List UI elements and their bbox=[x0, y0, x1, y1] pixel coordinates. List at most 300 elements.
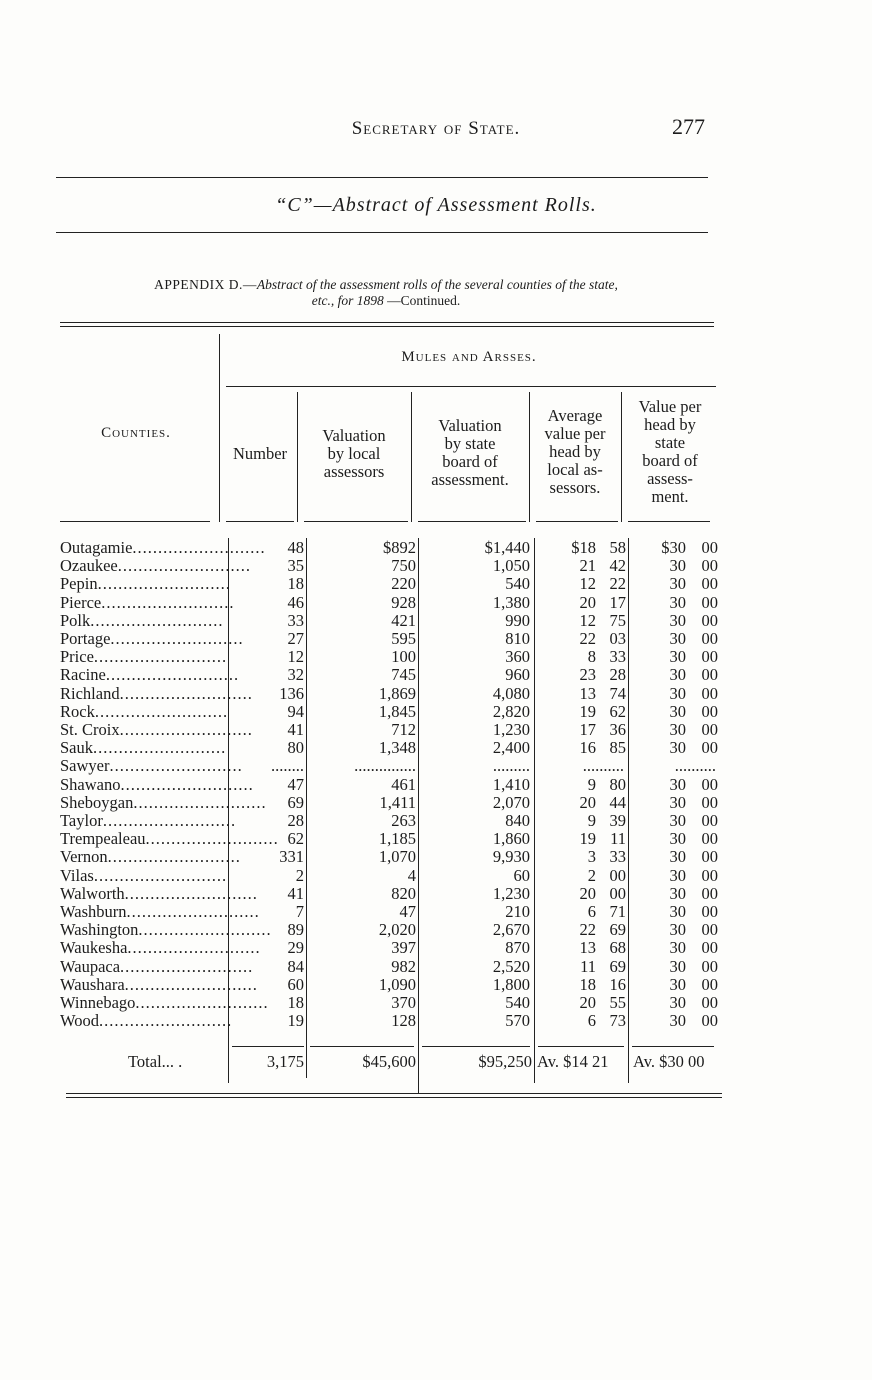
leader-dots: .......................... bbox=[97, 574, 231, 594]
table-row bbox=[0, 830, 872, 848]
leader-dots: .......................... bbox=[107, 847, 241, 867]
county-name bbox=[60, 956, 254, 976]
county-name bbox=[60, 774, 254, 794]
leader-dots: .......................... bbox=[124, 974, 258, 994]
cell-head-dollars: 30 bbox=[669, 938, 686, 958]
cell-valuation-state: 2,820 bbox=[492, 701, 530, 721]
cell-number: 69 bbox=[287, 792, 304, 812]
table-row bbox=[0, 594, 872, 612]
cell-average-dollars: 12 bbox=[579, 610, 596, 630]
cell-average-dollars: $18 bbox=[571, 538, 596, 557]
cell-valuation-local: 1,070 bbox=[378, 847, 416, 867]
county-name bbox=[60, 829, 279, 849]
leader-dots: .......................... bbox=[93, 738, 227, 758]
cell-average-cents: 58 bbox=[609, 538, 626, 557]
cell-average-cents: 55 bbox=[609, 993, 626, 1012]
header-bottom-rule bbox=[60, 521, 210, 522]
cell-head-cents: 00 bbox=[701, 683, 718, 703]
cell-head-dollars: 30 bbox=[669, 701, 686, 721]
cell-head-dollars: 30 bbox=[669, 811, 686, 830]
cell-average-dollars: 20 bbox=[579, 883, 596, 903]
table-row bbox=[0, 721, 872, 739]
cell-number: 27 bbox=[287, 629, 304, 648]
cell-number: 2 bbox=[295, 865, 304, 885]
total-valuation-state: $95,250 bbox=[478, 1052, 532, 1071]
header-line: assessors bbox=[323, 462, 385, 481]
cell-head-cents: 00 bbox=[701, 665, 718, 685]
total-row bbox=[0, 1052, 872, 1072]
col-header-valuation-state bbox=[412, 417, 528, 489]
county-label: Richland bbox=[60, 683, 120, 703]
table-row bbox=[0, 648, 872, 666]
leader-dots: .......................... bbox=[126, 902, 260, 921]
cell-head-dollars: 30 bbox=[669, 720, 686, 739]
cell-valuation-local: 1,411 bbox=[379, 792, 416, 812]
county-label: Waukesha bbox=[60, 938, 128, 958]
county-name bbox=[60, 756, 243, 776]
county-name bbox=[60, 665, 240, 685]
cell-average-dollars: 16 bbox=[579, 738, 596, 758]
col-header-average-local bbox=[530, 407, 620, 497]
cell-average-dollars: 18 bbox=[579, 974, 596, 994]
cell-average-dollars: 23 bbox=[579, 665, 596, 685]
cell-head-cents: 00 bbox=[701, 647, 718, 667]
county-label: Sauk bbox=[60, 738, 93, 758]
cell-number: 46 bbox=[287, 592, 304, 612]
cell-average-cents: 22 bbox=[609, 574, 626, 594]
table-row bbox=[0, 848, 872, 866]
cell-average-dollars: 11 bbox=[580, 956, 596, 976]
cell-head-cents: 00 bbox=[701, 1011, 718, 1031]
total-label-text: Total... bbox=[128, 1052, 175, 1071]
county-label: Pepin bbox=[60, 574, 98, 594]
cell-number: 18 bbox=[287, 993, 304, 1012]
table-row bbox=[0, 685, 872, 703]
table-row bbox=[0, 794, 872, 812]
cell-head-cents: 00 bbox=[701, 720, 718, 739]
leader-dots: .......................... bbox=[109, 756, 243, 776]
table-bottom-rule-2 bbox=[66, 1097, 722, 1098]
cell-head-cents: 00 bbox=[701, 883, 718, 903]
cell-valuation-local: 397 bbox=[391, 938, 416, 958]
cell-average-dollars: 22 bbox=[579, 920, 596, 940]
cell-valuation-state: $1,440 bbox=[484, 538, 530, 557]
cell-head-cents: 00 bbox=[701, 792, 718, 812]
cell-average-cents: 68 bbox=[609, 938, 626, 958]
cell-average-dollars: 13 bbox=[579, 938, 596, 958]
total-rule bbox=[632, 1046, 714, 1047]
cell-valuation-local: 421 bbox=[391, 610, 416, 630]
leader-dots: .......................... bbox=[99, 1011, 233, 1031]
table-row bbox=[0, 757, 872, 775]
cell-valuation-local: 1,185 bbox=[378, 829, 416, 849]
cell-head-cents: 00 bbox=[701, 574, 718, 594]
cell-valuation-local: 461 bbox=[391, 774, 416, 794]
cell-head-cents: 00 bbox=[701, 993, 718, 1012]
cell-average-cents: 00 bbox=[609, 865, 626, 885]
header-divider-counties bbox=[219, 334, 220, 522]
leader-dots: .......................... bbox=[127, 938, 261, 958]
appendix-text-2: etc., for 1898 bbox=[311, 293, 384, 308]
leader-dots: .......................... bbox=[138, 920, 272, 940]
county-name bbox=[60, 938, 261, 958]
cell-head-cents: 00 bbox=[701, 610, 718, 630]
cell-head-dollars: 30 bbox=[669, 883, 686, 903]
header-line: sessors. bbox=[549, 478, 601, 497]
header-line: state bbox=[654, 433, 686, 452]
cell-head-dollars: 30 bbox=[669, 920, 686, 940]
leader-dots: .......................... bbox=[120, 774, 254, 794]
county-name bbox=[60, 1011, 233, 1031]
cell-head-cents: 00 bbox=[701, 774, 718, 794]
cell-head-cents: 00 bbox=[701, 847, 718, 867]
cell-average-cents: 44 bbox=[609, 792, 626, 812]
county-label: Rock bbox=[60, 701, 95, 721]
cell-head-dollars: 30 bbox=[669, 902, 686, 921]
cell-average-cents: 42 bbox=[609, 556, 626, 576]
cell-valuation-local: ............... bbox=[354, 756, 416, 776]
leader-dots: .......................... bbox=[101, 592, 235, 612]
county-label: Polk bbox=[60, 610, 91, 630]
header-bottom-rule bbox=[536, 521, 618, 522]
leader-dots: .......................... bbox=[133, 792, 267, 812]
cell-number: 19 bbox=[287, 1011, 304, 1031]
cell-head-cents: 00 bbox=[701, 974, 718, 994]
cell-valuation-local: 1,869 bbox=[378, 683, 416, 703]
cell-average-dollars: 22 bbox=[579, 629, 596, 648]
section-title: “C”—Abstract of Assessment Rolls. bbox=[275, 194, 597, 216]
header-bottom-rule bbox=[304, 521, 408, 522]
cell-head-cents: 00 bbox=[701, 811, 718, 830]
cell-valuation-state: 210 bbox=[505, 902, 530, 921]
cell-head-cents: 00 bbox=[701, 829, 718, 849]
cell-average-cents: 80 bbox=[609, 774, 626, 794]
total-rule bbox=[310, 1046, 414, 1047]
cell-valuation-state: 9,930 bbox=[492, 847, 530, 867]
cell-head-dollars: 30 bbox=[669, 556, 686, 576]
county-label: Waushara bbox=[60, 974, 125, 994]
total-number: 3,175 bbox=[266, 1052, 304, 1071]
table-row bbox=[0, 939, 872, 957]
cell-number: 80 bbox=[287, 738, 304, 758]
cell-valuation-state: 1,380 bbox=[492, 592, 530, 612]
cell-valuation-state: 1,230 bbox=[492, 883, 530, 903]
cell-valuation-local: 750 bbox=[391, 556, 416, 576]
cell-valuation-local: 220 bbox=[391, 574, 416, 594]
col-header-value-state bbox=[622, 398, 718, 506]
running-header: Secretary of State. bbox=[351, 118, 521, 139]
appendix-lead: APPENDIX D.— bbox=[154, 277, 257, 292]
cell-head-dollars: 30 bbox=[669, 647, 686, 667]
county-name bbox=[60, 993, 269, 1012]
cell-head-cents: 00 bbox=[701, 956, 718, 976]
cell-average-cents: 03 bbox=[609, 629, 626, 648]
header-line: local as- bbox=[547, 460, 603, 479]
cell-valuation-local: 1,090 bbox=[378, 974, 416, 994]
leader-dots: .......................... bbox=[102, 811, 237, 830]
county-label: Vernon bbox=[60, 847, 108, 867]
cell-head-dollars: 30 bbox=[669, 774, 686, 794]
cell-head-dollars: 30 bbox=[669, 829, 686, 849]
county-label: Price bbox=[60, 647, 94, 667]
header-line: head by bbox=[549, 442, 601, 461]
table-row bbox=[0, 812, 872, 830]
county-label: Ozaukee bbox=[60, 556, 118, 576]
table-row bbox=[0, 557, 872, 575]
county-label: Shawano bbox=[60, 774, 121, 794]
header-line: head by bbox=[644, 415, 696, 434]
cell-head-cents: 00 bbox=[701, 538, 718, 557]
header-bottom-rule bbox=[628, 521, 710, 522]
cell-average-dollars: 20 bbox=[579, 993, 596, 1012]
cell-number: 136 bbox=[279, 683, 304, 703]
county-label: Walworth bbox=[60, 883, 125, 903]
cell-number: 331 bbox=[279, 847, 304, 867]
cell-valuation-state: 2,400 bbox=[492, 738, 530, 758]
cell-valuation-state: ......... bbox=[492, 756, 530, 776]
cell-valuation-state: 2,670 bbox=[492, 920, 530, 940]
appendix-text-1: Abstract of the assessment rolls of the several counties of the state, bbox=[256, 277, 618, 292]
county-label: Sheboygan bbox=[60, 792, 134, 812]
county-name bbox=[60, 701, 229, 721]
cell-number: 41 bbox=[287, 720, 304, 739]
cell-head-cents: 00 bbox=[701, 865, 718, 885]
cell-head-dollars: 30 bbox=[669, 792, 686, 812]
cell-valuation-state: 1,050 bbox=[492, 556, 530, 576]
total-average-local: Av. $14 21 bbox=[537, 1052, 609, 1071]
county-label: Wood bbox=[60, 1011, 100, 1031]
total-value-state: Av. $30 00 bbox=[633, 1052, 705, 1071]
total-rule bbox=[422, 1046, 530, 1047]
cell-head-dollars: 30 bbox=[669, 738, 686, 758]
cell-average-dollars: 13 bbox=[579, 683, 596, 703]
county-label: Pierce bbox=[60, 592, 102, 612]
cell-head-dollars: 30 bbox=[669, 665, 686, 685]
cell-average-cents: 39 bbox=[609, 811, 626, 830]
cell-number: 84 bbox=[287, 956, 304, 976]
county-label: Winnebago bbox=[60, 993, 136, 1012]
county-name bbox=[60, 538, 266, 557]
cell-head-dollars: 30 bbox=[669, 610, 686, 630]
cell-number: 29 bbox=[287, 938, 304, 958]
cell-average-cents: 33 bbox=[609, 847, 626, 867]
county-name bbox=[60, 865, 228, 885]
total-rule bbox=[538, 1046, 624, 1047]
county-label: Outagamie bbox=[60, 538, 133, 557]
header-line: assessment. bbox=[431, 470, 509, 489]
cell-valuation-state: 990 bbox=[505, 610, 530, 630]
table-row bbox=[0, 666, 872, 684]
cell-head-dollars: 30 bbox=[669, 629, 686, 648]
header-bottom-rule bbox=[418, 521, 526, 522]
cell-average-cents: 33 bbox=[609, 647, 626, 667]
county-name bbox=[60, 974, 258, 994]
cell-valuation-state: 2,070 bbox=[492, 792, 530, 812]
cell-number: 47 bbox=[287, 774, 304, 794]
county-name bbox=[60, 610, 224, 630]
cell-valuation-state: 1,230 bbox=[492, 720, 530, 739]
cell-valuation-local: 263 bbox=[391, 811, 416, 830]
cell-head-cents: 00 bbox=[701, 701, 718, 721]
cell-head-dollars: 30 bbox=[669, 683, 686, 703]
county-label: Trempealeau bbox=[60, 829, 146, 849]
cell-valuation-local: 100 bbox=[391, 647, 416, 667]
table-row bbox=[0, 976, 872, 994]
header-bottom-rule bbox=[226, 521, 294, 522]
cell-number: 32 bbox=[287, 665, 304, 685]
cell-average-dollars: 2 bbox=[587, 865, 596, 885]
cell-valuation-state: 870 bbox=[505, 938, 530, 958]
cell-average-cents: 62 bbox=[609, 701, 626, 721]
cell-average-dollars: 17 bbox=[579, 720, 596, 739]
cell-average-dollars: 21 bbox=[579, 556, 596, 576]
cell-valuation-state: 1,860 bbox=[492, 829, 530, 849]
leader-dots: .......................... bbox=[117, 556, 251, 576]
cell-average-cents: 71 bbox=[609, 902, 626, 921]
cell-average-cents: 00 bbox=[609, 883, 626, 903]
cell-number: 28 bbox=[287, 811, 304, 830]
cell-head-dollars: 30 bbox=[669, 574, 686, 594]
header-line: Valuation bbox=[438, 416, 502, 435]
table-row bbox=[0, 885, 872, 903]
cell-valuation-state: 60 bbox=[513, 865, 530, 885]
cell-valuation-state: 570 bbox=[505, 1011, 530, 1031]
page-number: 277 bbox=[672, 114, 705, 139]
county-name bbox=[60, 920, 272, 940]
cell-number: 60 bbox=[287, 974, 304, 994]
cell-number: 94 bbox=[287, 701, 304, 721]
cell-average-dollars: 9 bbox=[587, 811, 596, 830]
county-label: Sawyer bbox=[60, 756, 110, 776]
cell-average-dollars: 3 bbox=[587, 847, 596, 867]
total-label: Total... . bbox=[128, 1052, 183, 1071]
cell-average-dollars: 8 bbox=[587, 647, 596, 667]
cell-head-dollars: 30 bbox=[669, 993, 686, 1012]
leader-dots: .......................... bbox=[93, 647, 228, 667]
cell-average-cents: 69 bbox=[609, 956, 626, 976]
cell-average-dollars: 19 bbox=[579, 701, 596, 721]
county-name bbox=[60, 792, 267, 812]
cell-head-dollars: 30 bbox=[669, 1011, 686, 1031]
cell-number: 12 bbox=[287, 647, 304, 667]
cell-average-cents: 75 bbox=[609, 610, 626, 630]
header-line: assess- bbox=[647, 469, 693, 488]
leader-dots: .......................... bbox=[132, 538, 266, 557]
col-header-number bbox=[222, 445, 298, 463]
header-line: ment. bbox=[651, 487, 689, 506]
county-label: Waupaca bbox=[60, 956, 121, 976]
cell-average-dollars: 6 bbox=[587, 1011, 596, 1031]
cell-valuation-state: 2,520 bbox=[492, 956, 530, 976]
county-name bbox=[60, 720, 253, 739]
cell-average-cents: 73 bbox=[609, 1011, 626, 1031]
cell-head-cents: 00 bbox=[701, 738, 718, 758]
cell-valuation-state: 540 bbox=[505, 993, 530, 1012]
header-line: Value per bbox=[638, 397, 702, 416]
cell-average-cents: 36 bbox=[609, 720, 626, 739]
cell-number: 89 bbox=[287, 920, 304, 940]
table-row bbox=[0, 776, 872, 794]
cell-head-cents: 00 bbox=[701, 592, 718, 612]
col-header-valuation-local bbox=[298, 427, 410, 481]
cell-head-cents: 00 bbox=[701, 920, 718, 940]
table-row bbox=[0, 703, 872, 721]
cell-number: 33 bbox=[287, 610, 304, 630]
county-label: Washington bbox=[60, 920, 139, 940]
cell-head-dollars: 30 bbox=[669, 865, 686, 885]
cell-head-dollars: .......... bbox=[674, 756, 716, 776]
cell-average-dollars: 19 bbox=[579, 829, 596, 849]
table-bottom-rule-1 bbox=[66, 1093, 722, 1094]
county-label: Taylor bbox=[60, 811, 103, 830]
cell-number: 41 bbox=[287, 883, 304, 903]
cell-valuation-state: 960 bbox=[505, 665, 530, 685]
leader-dots: .......................... bbox=[90, 610, 224, 630]
cell-valuation-local: 820 bbox=[391, 883, 416, 903]
cell-valuation-local: 982 bbox=[391, 956, 416, 976]
leader-dots: .......................... bbox=[93, 865, 228, 885]
total-rule bbox=[232, 1046, 304, 1047]
cell-average-dollars: 12 bbox=[579, 574, 596, 594]
county-label: Racine bbox=[60, 665, 106, 685]
cell-head-cents: 00 bbox=[701, 902, 718, 921]
county-label: Portage bbox=[60, 629, 111, 648]
table-row bbox=[0, 867, 872, 885]
header-line: by local bbox=[327, 444, 381, 463]
cell-average-dollars: 20 bbox=[579, 792, 596, 812]
cell-head-cents: 00 bbox=[701, 629, 718, 648]
leader-dots: .......................... bbox=[119, 720, 253, 739]
header-line: board of bbox=[442, 452, 498, 471]
table-row bbox=[0, 630, 872, 648]
cell-head-dollars: 30 bbox=[669, 974, 686, 994]
leader-dots: .......................... bbox=[124, 883, 258, 903]
cell-average-dollars: 9 bbox=[587, 774, 596, 794]
cell-head-cents: 00 bbox=[701, 556, 718, 576]
cell-head-dollars: 30 bbox=[669, 956, 686, 976]
county-name bbox=[60, 556, 251, 576]
group-header: Mules and Arsses. bbox=[401, 349, 537, 365]
cell-valuation-local: 928 bbox=[391, 592, 416, 612]
cell-valuation-local: 128 bbox=[391, 1011, 416, 1031]
cell-number: ........ bbox=[271, 756, 304, 776]
cell-valuation-state: 360 bbox=[505, 647, 530, 667]
cell-average-dollars: 6 bbox=[587, 902, 596, 921]
header-line: value per bbox=[544, 424, 606, 443]
cell-head-dollars: 30 bbox=[669, 592, 686, 612]
cell-average-cents: 17 bbox=[609, 592, 626, 612]
county-label: Vilas bbox=[60, 865, 94, 885]
table-row bbox=[0, 958, 872, 976]
leader-dots: .......................... bbox=[119, 683, 253, 703]
cell-valuation-local: 2,020 bbox=[378, 920, 416, 940]
cell-valuation-local: 1,348 bbox=[378, 738, 416, 758]
appendix-continued: —Continued. bbox=[383, 293, 461, 308]
table-row bbox=[0, 539, 872, 557]
county-name bbox=[60, 883, 258, 903]
county-name bbox=[60, 647, 228, 667]
table-row bbox=[0, 903, 872, 921]
leader-dots: .......................... bbox=[145, 829, 279, 849]
cell-valuation-local: 47 bbox=[399, 902, 416, 921]
cell-head-dollars: $30 bbox=[661, 538, 686, 557]
header-line: by state bbox=[444, 434, 496, 453]
county-name bbox=[60, 683, 253, 703]
cell-number: 7 bbox=[295, 902, 304, 921]
counties-header: Counties. bbox=[101, 425, 171, 441]
cell-valuation-local: 370 bbox=[391, 993, 416, 1012]
cell-average-dollars: 20 bbox=[579, 592, 596, 612]
